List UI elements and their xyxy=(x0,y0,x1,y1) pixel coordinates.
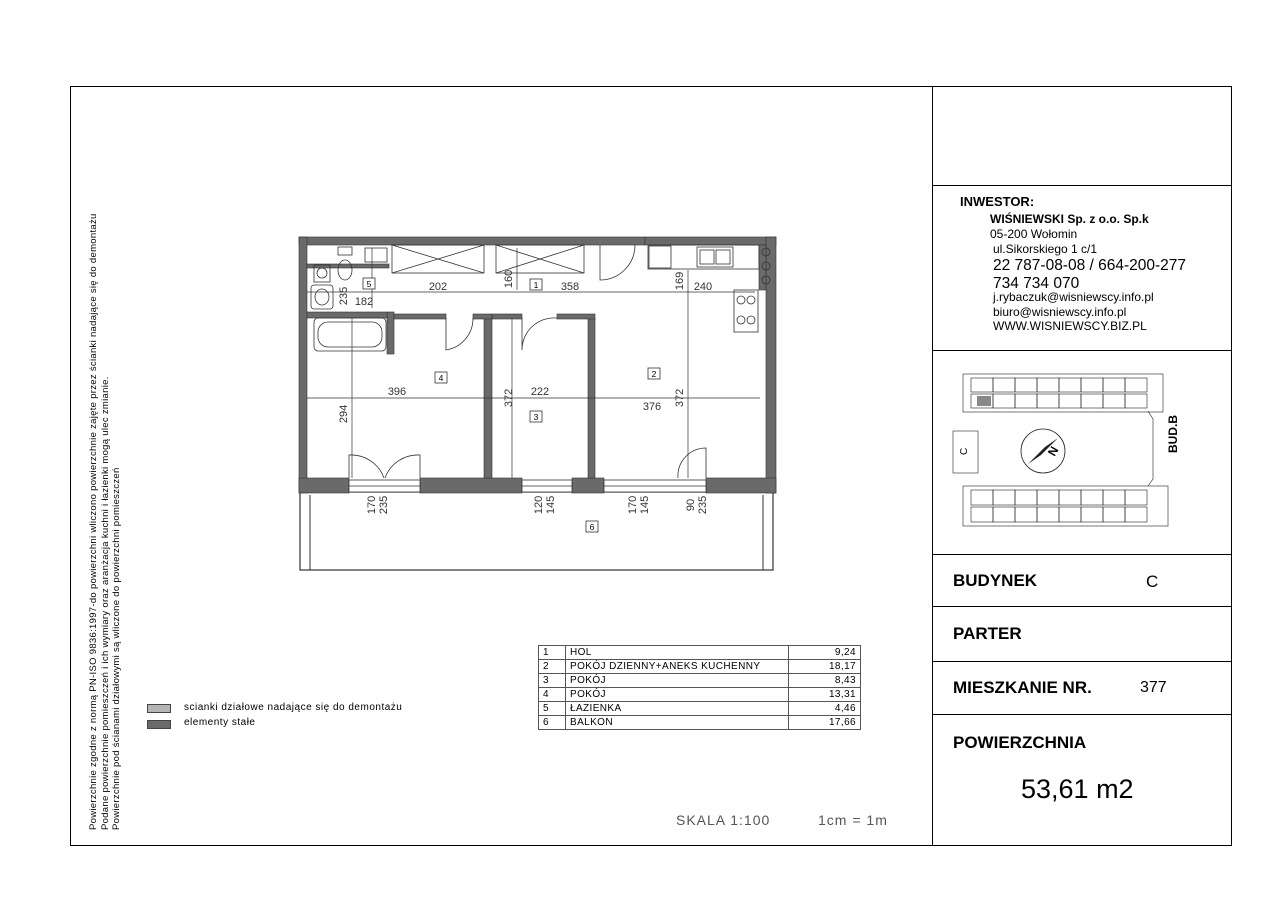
kitchen-counter xyxy=(648,245,759,269)
note-line-3: Powierzchnie pod ścianami działowymi są wliczone do powierzchni pomieszczeń xyxy=(111,467,122,830)
dim-235b: 235 xyxy=(378,495,390,515)
door-room4 xyxy=(446,318,473,350)
table-row: 1 HOL 9,24 xyxy=(539,646,861,660)
bottom-wall-2 xyxy=(420,478,522,493)
entrance-door xyxy=(600,245,635,280)
legend-fixed-label: elementy stałe xyxy=(184,717,256,728)
dim-202: 202 xyxy=(428,281,448,293)
dim-222: 222 xyxy=(530,386,550,398)
dim-90: 90 xyxy=(685,498,697,512)
bath-wall xyxy=(387,312,394,354)
apartment-number: 377 xyxy=(1140,679,1167,696)
area-label: POWIERZCHNIA xyxy=(953,733,1087,752)
room-tag-1: 1 xyxy=(533,280,539,290)
floor-label: PARTER xyxy=(953,624,1022,643)
left-wall xyxy=(299,237,307,493)
top-wall-left xyxy=(299,237,645,245)
bottom-wall-1 xyxy=(299,478,349,493)
dim-169: 169 xyxy=(674,271,686,291)
north-label: N xyxy=(1044,443,1062,459)
fridge-icon xyxy=(649,246,671,268)
wardrobes xyxy=(392,245,584,273)
dim-372b: 372 xyxy=(674,388,686,408)
right-wall xyxy=(766,237,776,493)
investor-email-1: j.rybaczuk@wisniewscy.info.pl xyxy=(993,290,1154,304)
dim-358: 358 xyxy=(560,281,580,293)
dim-145a: 145 xyxy=(545,495,557,515)
site-boundary xyxy=(1148,411,1153,486)
dim-235c: 235 xyxy=(697,495,709,515)
bathtub-icon xyxy=(314,318,386,351)
building-block-bottom xyxy=(971,490,1147,522)
table-row: 4 POKÓJ 13,31 xyxy=(539,688,861,702)
core-wall xyxy=(307,312,387,318)
dim-376: 376 xyxy=(642,401,662,413)
top-wall-right xyxy=(645,237,776,245)
dim-372a: 372 xyxy=(503,388,515,408)
note-line-2: Podane powierzchnie pomieszczeń i ich wymiary oraz aranżacja kuchni i łazienki mogą ulec zmianie. xyxy=(99,376,111,830)
building-value: C xyxy=(1146,572,1159,591)
investor-street: ul.Sikorskiego 1 c/1 xyxy=(993,242,1098,256)
dim-240: 240 xyxy=(693,281,713,293)
dim-396: 396 xyxy=(387,386,407,398)
note-line-1: Powierzchnie zgodne z normą PN-ISO 9836:1997-do powierzchni wliczono powierzchnie zajęte przez ścianki nadające się do demontażu xyxy=(88,213,99,830)
title-block-top-cell xyxy=(933,86,1232,186)
room-tag-4: 4 xyxy=(438,373,444,383)
hall-wall xyxy=(394,314,446,319)
title-block xyxy=(932,86,1232,846)
legend-fixed-swatch xyxy=(147,720,171,729)
room3-wall-2 xyxy=(557,314,595,319)
balcony-door-room4 xyxy=(349,455,420,478)
dim-170b: 170 xyxy=(627,495,639,515)
room-tag-6: 6 xyxy=(589,522,595,532)
dim-170a: 170 xyxy=(366,495,378,515)
dim-294: 294 xyxy=(338,404,350,424)
investor-city: 05-200 Wołomin xyxy=(990,227,1078,241)
investor-phone: 22 787-08-08 / 664-200-277 xyxy=(993,257,1187,274)
room-tag-5: 5 xyxy=(366,279,372,289)
investor-website: WWW.WISNIEWSCY.BIZ.PL xyxy=(993,319,1147,333)
balcony-door-room2 xyxy=(678,448,706,478)
room3-wall xyxy=(492,314,522,319)
table-row: 2 POKÓJ DZIENNY+ANEKS KUCHENNY 18,17 xyxy=(539,660,861,674)
dim-120: 120 xyxy=(533,495,545,515)
scale-ratio: 1cm = 1m xyxy=(818,812,888,828)
bottom-wall-4 xyxy=(706,478,776,493)
table-row: 6 BALKON 17,66 xyxy=(539,716,861,730)
table-row: 5 ŁAZIENKA 4,46 xyxy=(539,702,861,716)
dim-182: 182 xyxy=(354,296,374,308)
investor-email-2: biuro@wisniewscy.info.pl xyxy=(993,305,1127,319)
investor-heading: INWESTOR: xyxy=(960,194,1035,209)
site-key-plan xyxy=(933,351,1232,555)
building-block-top xyxy=(971,378,1147,408)
site-marker: C xyxy=(959,447,970,455)
table-row: 3 POKÓJ 8,43 xyxy=(539,674,861,688)
legend-removable-label: scianki działowe nadające się do demontażu xyxy=(184,702,403,713)
room-tag-2: 2 xyxy=(651,369,657,379)
dim-160: 160 xyxy=(503,269,515,289)
legend-removable-swatch xyxy=(147,704,171,713)
door-room3 xyxy=(522,318,557,350)
investor-phone-2: 734 734 070 xyxy=(993,275,1080,292)
apartment-highlight xyxy=(977,396,991,406)
fixed-walls xyxy=(299,237,776,493)
windows xyxy=(349,480,706,492)
doors xyxy=(349,245,706,478)
building-b-label: BUD.B xyxy=(1166,415,1180,453)
area-value: 53,61 m2 xyxy=(1021,774,1134,804)
investor-company: WIŚNIEWSKI Sp. z o.o. Sp.k xyxy=(990,212,1149,226)
dim-145b: 145 xyxy=(639,495,651,515)
room-tag-3: 3 xyxy=(533,412,539,422)
apartment-label: MIESZKANIE NR. xyxy=(953,678,1092,697)
cooktop-icon xyxy=(734,290,758,332)
hall-wall-2 xyxy=(473,314,492,319)
bottom-wall-3 xyxy=(572,478,604,493)
dim-235a: 235 xyxy=(338,286,350,306)
toilet-icon xyxy=(338,260,352,280)
room-area-table xyxy=(538,645,861,730)
building-label: BUDYNEK xyxy=(953,571,1038,590)
scale-label: SKALA 1:100 xyxy=(676,812,771,828)
